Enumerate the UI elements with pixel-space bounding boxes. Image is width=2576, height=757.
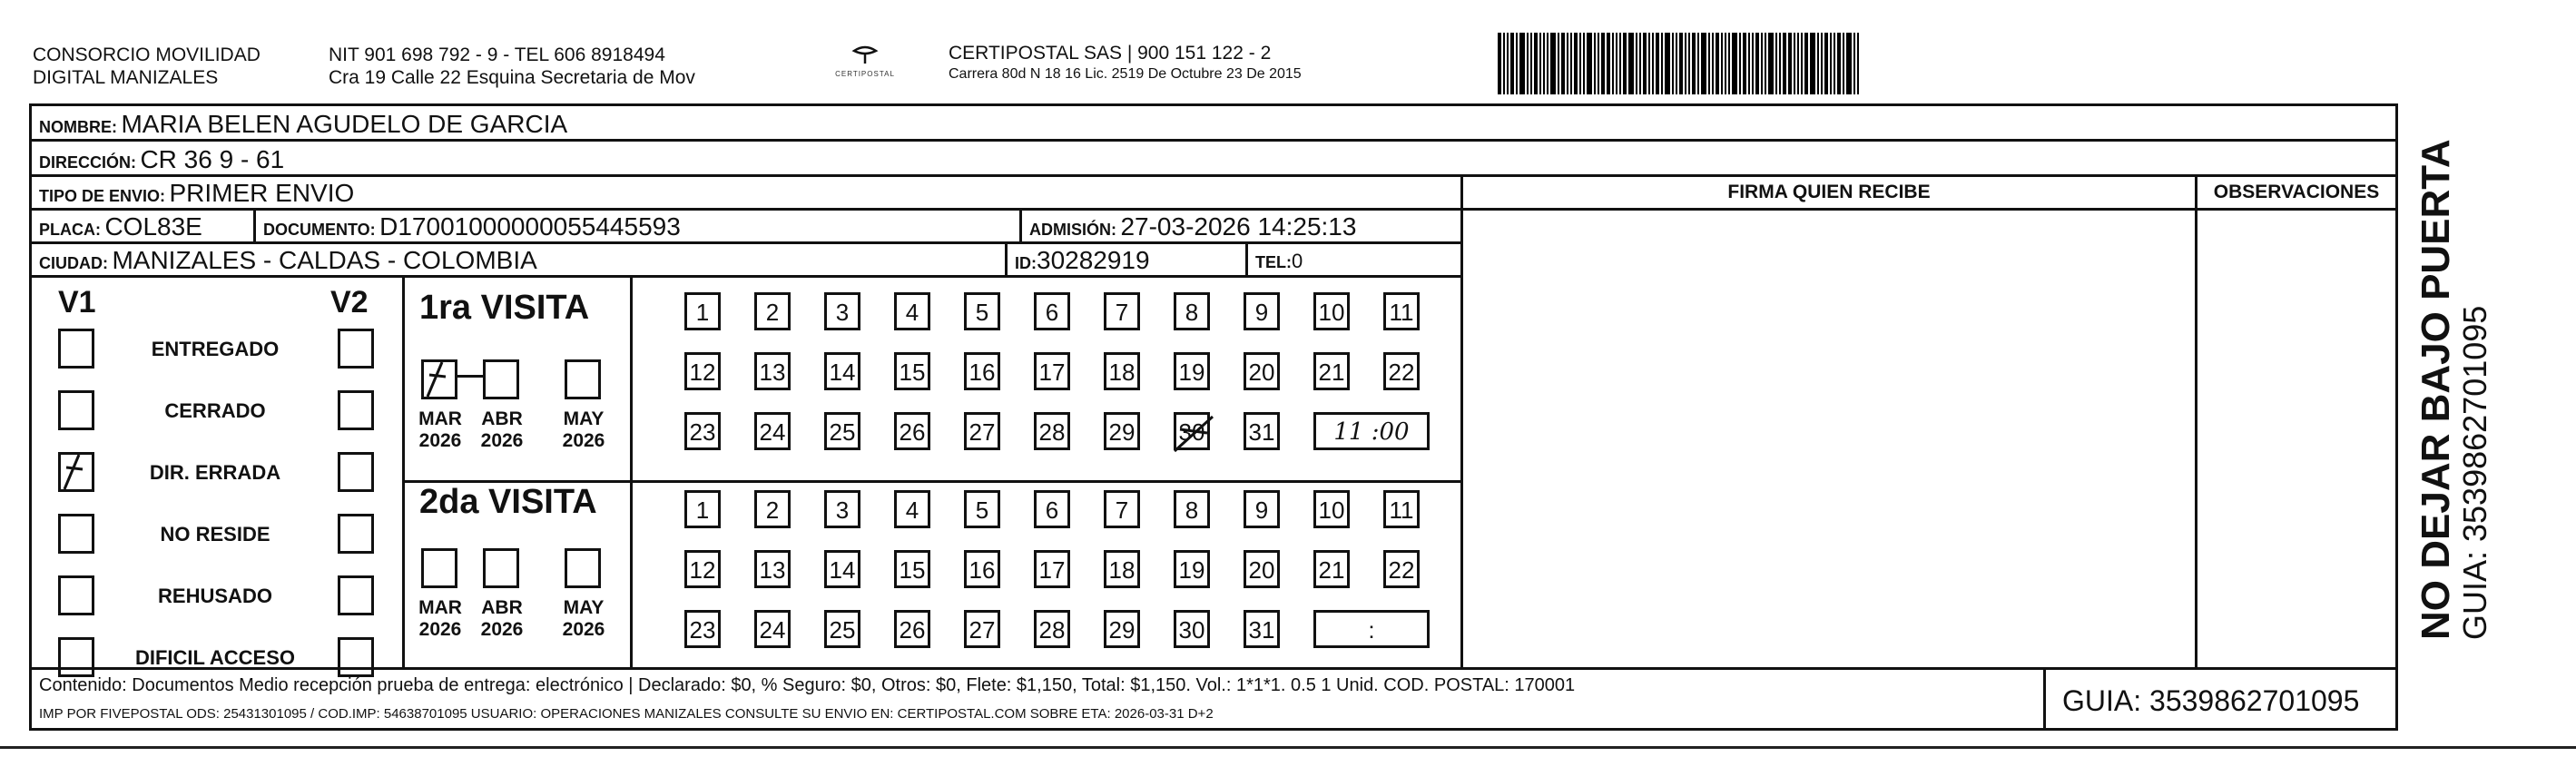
v1-checkbox[interactable] (58, 575, 94, 615)
side-notice (2414, 132, 2492, 640)
barcode-bar (1498, 33, 1501, 94)
second-visit-day-21[interactable]: 21 (1313, 550, 1350, 588)
certipostal-line-1: CERTIPOSTAL SAS | 900 151 122 - 2 (949, 43, 1272, 64)
barcode-bar (1821, 33, 1823, 94)
second-visit-month-checkbox[interactable] (483, 548, 519, 588)
company-line-2: DIGITAL MANIZALES (33, 67, 219, 88)
v2-checkbox[interactable] (338, 390, 374, 430)
documento-label: DOCUMENTO: (263, 221, 376, 239)
observaciones-column[interactable] (2195, 174, 2398, 670)
barcode-bar (1688, 33, 1690, 94)
first-visit-day-1[interactable]: 1 (684, 292, 721, 330)
documento-cell (253, 208, 1022, 244)
first-visit-day-15[interactable]: 15 (894, 352, 930, 390)
second-visit-day-22[interactable]: 22 (1383, 550, 1420, 588)
direccion-value: CR 36 9 - 61 (140, 145, 285, 173)
barcode-bar (1623, 33, 1627, 94)
second-visit-day-23[interactable]: 23 (684, 610, 721, 648)
placa-value: COL83E (104, 212, 202, 241)
second-visit-day-14[interactable]: 14 (824, 550, 860, 588)
second-visit-day-27[interactable]: 27 (964, 610, 1000, 648)
barcode-bar (1534, 33, 1538, 94)
first-visit-day-16[interactable]: 16 (964, 352, 1000, 390)
ciudad-value: MANIZALES - CALDAS - COLOMBIA (112, 246, 537, 274)
barcode-bar (1743, 33, 1746, 94)
barcode-bar (1810, 33, 1815, 94)
barcode-bar (1853, 33, 1855, 94)
barcode-bar (1661, 33, 1663, 94)
barcode-bar (1567, 33, 1568, 94)
id-value: 30282919 (1037, 246, 1150, 274)
barcode-bar (1676, 33, 1677, 94)
admision-label: ADMISIÓN: (1029, 221, 1116, 239)
second-visit-day-24[interactable]: 24 (754, 610, 791, 648)
first-visit-day-3[interactable]: 3 (824, 292, 860, 330)
status-label: REHUSADO (158, 585, 272, 607)
second-visit-time-box[interactable]: : (1313, 610, 1430, 648)
company-nit (329, 44, 695, 89)
first-visit-year-label: 2026 (562, 430, 605, 451)
side-notice-text: NO DEJAR BAJO PUERTA (2414, 139, 2458, 640)
v1-checkbox[interactable] (58, 390, 94, 430)
second-visit-month-label: ABR (481, 597, 523, 618)
second-visit-day-12[interactable]: 12 (684, 550, 721, 588)
first-visit-year-label: 2026 (418, 430, 462, 451)
second-visit-month-checkbox[interactable] (421, 548, 457, 588)
first-visit-day-13[interactable]: 13 (754, 352, 791, 390)
status-label: DIR. ERRADA (149, 461, 281, 484)
tel-cell (1245, 241, 1463, 278)
first-visit-day-11[interactable]: 11 (1383, 292, 1420, 330)
second-visit-day-1[interactable]: 1 (684, 490, 721, 528)
first-visit-day-30[interactable]: 30 (1174, 412, 1210, 450)
first-visit-month-checkbox[interactable] (421, 359, 457, 399)
first-visit-month-label: MAR (418, 408, 462, 429)
barcode-bar (1692, 33, 1696, 94)
v1-checkbox[interactable] (58, 514, 94, 554)
barcode-bar (1824, 33, 1828, 94)
footer-contenido (29, 667, 2046, 731)
first-visit-day-14[interactable]: 14 (824, 352, 860, 390)
barcode-bar (1721, 33, 1723, 94)
barcode-bar (1561, 33, 1565, 94)
second-visit-month-checkbox[interactable] (565, 548, 601, 588)
barcode-bar (1752, 33, 1754, 94)
barcode-bar (1616, 33, 1617, 94)
barcode-bar (1619, 33, 1621, 94)
second-visit-month-label: MAR (418, 597, 462, 618)
first-visit-day-4[interactable]: 4 (894, 292, 930, 330)
tracking-barcode (1498, 33, 2224, 94)
placa-label: PLACA: (39, 221, 101, 239)
nit-line-2: Cra 19 Calle 22 Esquina Secretaria de Mov (329, 67, 695, 88)
second-visit-day-6[interactable]: 6 (1034, 490, 1070, 528)
barcode-bar (1817, 33, 1819, 94)
barcode-bar (1834, 33, 1835, 94)
first-visit-day-29[interactable]: 29 (1104, 412, 1140, 450)
bottom-rule (0, 746, 2576, 749)
first-visit-day-18[interactable]: 18 (1104, 352, 1140, 390)
certipostal-info (949, 42, 1302, 84)
second-visit-day-28[interactable]: 28 (1034, 610, 1070, 648)
first-visit-time-box[interactable]: 11 :00 (1313, 412, 1430, 450)
tipo-envio-value: PRIMER ENVIO (169, 179, 355, 207)
second-visit-day-15[interactable]: 15 (894, 550, 930, 588)
barcode-bar (1601, 33, 1605, 94)
first-visit-day-5[interactable]: 5 (964, 292, 1000, 330)
barcode-bar (1519, 33, 1525, 94)
second-visit-day-7[interactable]: 7 (1104, 490, 1140, 528)
guia-text: GUIA: 3539862701095 (2062, 684, 2360, 717)
second-visit-day-3[interactable]: 3 (824, 490, 860, 528)
barcode-bar (1797, 33, 1799, 94)
second-visit-title: 2da VISITA (419, 483, 597, 521)
barcode-bar (1648, 33, 1650, 94)
second-visit-day-19[interactable]: 19 (1174, 550, 1210, 588)
barcode-bar (1628, 33, 1634, 94)
v2-checkbox[interactable] (338, 514, 374, 554)
firma-column[interactable] (1460, 174, 2197, 670)
side-guia-text: GUIA: 3539862701095 (2456, 305, 2493, 640)
v2-label: V2 (330, 285, 369, 320)
first-visit-day-21[interactable]: 21 (1313, 352, 1350, 390)
admision-value: 27-03-2026 14:25:13 (1120, 212, 1357, 241)
second-visit-day-13[interactable]: 13 (754, 550, 791, 588)
barcode-bar (1583, 33, 1585, 94)
second-visit-day-8[interactable]: 8 (1174, 490, 1210, 528)
barcode-bar (1755, 33, 1759, 94)
firma-header: FIRMA QUIEN RECIBE (1463, 177, 2195, 211)
tel-value: 0 (1292, 250, 1303, 272)
first-visit-month-label: MAY (563, 408, 605, 429)
nit-line-1: NIT 901 698 792 - 9 - TEL 606 8918494 (329, 44, 665, 65)
second-visit-day-25[interactable]: 25 (824, 610, 860, 648)
status-label: NO RESIDE (160, 523, 270, 546)
company-line-1: CONSORCIO MOVILIDAD (33, 44, 261, 65)
tipo-envio-row (29, 174, 1463, 211)
barcode-bar (1503, 33, 1505, 94)
footer-guia (2043, 667, 2398, 731)
barcode-bar (1716, 33, 1719, 94)
v1-checkbox[interactable] (58, 452, 94, 492)
barcode-bar (1739, 33, 1741, 94)
barcode-bar (1830, 33, 1832, 94)
second-visit-day-5[interactable]: 5 (964, 490, 1000, 528)
v2-checkbox[interactable] (338, 452, 374, 492)
first-visit-day-19[interactable]: 19 (1174, 352, 1210, 390)
second-visit-day-11[interactable]: 11 (1383, 490, 1420, 528)
barcode-bar (1804, 33, 1808, 94)
first-visit-title: 1ra VISITA (419, 289, 590, 327)
first-visit-day-6[interactable]: 6 (1034, 292, 1070, 330)
barcode-bar (1748, 33, 1750, 94)
ciudad-cell (29, 241, 1008, 278)
status-label: ENTREGADO (151, 338, 280, 360)
contenido-text: Contenido: Documentos Medio recepción prueba de entrega: electrónico | Declarado: $0, % Seguro: $0, Otros: $0, Flete: $1,150, Total: $1,150. Vol.: 1*1*1. 0.5 1 Unid. COD. POSTAL: 170001 (39, 675, 1576, 695)
v2-checkbox[interactable] (338, 329, 374, 369)
first-visit-day-17[interactable]: 17 (1034, 352, 1070, 390)
id-cell (1005, 241, 1248, 278)
second-visit-day-29[interactable]: 29 (1104, 610, 1140, 648)
barcode-bar (1510, 33, 1514, 94)
first-visit-day-24[interactable]: 24 (754, 412, 791, 450)
barcode-bar (1570, 33, 1572, 94)
barcode-bar (1574, 33, 1578, 94)
barcode-bar (1801, 33, 1803, 94)
barcode-bar (1516, 33, 1518, 94)
barcode-bar (1732, 33, 1737, 94)
company-name (33, 44, 261, 89)
direccion-label: DIRECCIÓN: (39, 153, 136, 172)
placa-cell (29, 208, 256, 244)
nombre-value: MARIA BELEN AGUDELO DE GARCIA (121, 110, 568, 138)
barcode-bar (1768, 33, 1774, 94)
first-visit-day-26[interactable]: 26 (894, 412, 930, 450)
imp-text: IMP POR FIVEPOSTAL ODS: 25431301095 / COD.IMP: 54638701095 USUARIO: OPERACIONES MANIZALES CONSULTE SU ENVIO EN: CERTIPOSTAL.COM SOBRE ETA: 2026-03-31 D+2 (39, 706, 1214, 722)
first-visit-month-label: ABR (481, 408, 523, 429)
barcode-bar (1685, 33, 1686, 94)
second-visit-day-26[interactable]: 26 (894, 610, 930, 648)
first-visit-day-7[interactable]: 7 (1104, 292, 1140, 330)
first-visit-day-31[interactable]: 31 (1244, 412, 1280, 450)
second-visit-year-label: 2026 (562, 619, 605, 640)
v1-checkbox[interactable] (58, 329, 94, 369)
barcode-bar (1656, 33, 1659, 94)
certipostal-line-2: Carrera 80d N 18 16 Lic. 2519 De Octubre 23 De 2015 (949, 66, 1302, 82)
barcode-bar (1579, 33, 1581, 94)
barcode-bar (1701, 33, 1706, 94)
barcode-bar (1697, 33, 1699, 94)
barcode-bar (1607, 33, 1610, 94)
barcode-bar (1539, 33, 1541, 94)
first-visit-day-27[interactable]: 27 (964, 412, 1000, 450)
first-visit-month-checkbox[interactable] (565, 359, 601, 399)
barcode-bar (1507, 33, 1509, 94)
barcode-bar (1708, 33, 1710, 94)
tel-label: TEL: (1255, 253, 1292, 271)
second-visit-day-9[interactable]: 9 (1244, 490, 1280, 528)
barcode-bar (1728, 33, 1730, 94)
second-visit-day-10[interactable]: 10 (1313, 490, 1350, 528)
v2-checkbox[interactable] (338, 575, 374, 615)
first-visit-day-10[interactable]: 10 (1313, 292, 1350, 330)
ciudad-label: CIUDAD: (39, 254, 108, 272)
logo-text: CERTIPOSTAL (835, 70, 895, 78)
barcode-bar (1761, 33, 1763, 94)
barcode-bar (1587, 33, 1592, 94)
barcode-bar (1788, 33, 1792, 94)
second-visit-day-30[interactable]: 30 (1174, 610, 1210, 648)
first-visit-month-checkbox[interactable] (483, 359, 519, 399)
first-visit-day-2[interactable]: 2 (754, 292, 791, 330)
barcode-bar (1612, 33, 1614, 94)
v1-label: V1 (58, 285, 96, 320)
barcode-bar (1679, 33, 1683, 94)
barcode-bar (1598, 33, 1599, 94)
barcode-bar (1594, 33, 1596, 94)
second-visit-day-17[interactable]: 17 (1034, 550, 1070, 588)
certipostal-logo-icon (847, 44, 883, 65)
first-visit-day-23[interactable]: 23 (684, 412, 721, 450)
direccion-row (29, 139, 2398, 177)
second-visit-year-label: 2026 (418, 619, 462, 640)
barcode-bar (1543, 33, 1545, 94)
observaciones-header: OBSERVACIONES (2197, 177, 2395, 211)
day-check-mark-icon (1171, 411, 1216, 455)
barcode-bar (1846, 33, 1852, 94)
barcode-bar (1550, 33, 1556, 94)
first-visit-day-22[interactable]: 22 (1383, 352, 1420, 390)
nombre-row (29, 103, 2398, 142)
first-visit-day-12[interactable]: 12 (684, 352, 721, 390)
barcode-bar (1665, 33, 1670, 94)
barcode-bar (1779, 33, 1781, 94)
certipostal-logo (833, 44, 897, 78)
barcode-bar (1837, 33, 1841, 94)
second-visit-month-label: MAY (563, 597, 605, 618)
tipo-envio-label: TIPO DE ENVIO: (39, 187, 166, 205)
barcode-bar (1725, 33, 1726, 94)
second-visit-day-18[interactable]: 18 (1104, 550, 1140, 588)
barcode-bar (1794, 33, 1795, 94)
documento-value: D17001000000055445593 (379, 212, 681, 241)
barcode-bar (1775, 33, 1777, 94)
barcode-bar (1527, 33, 1529, 94)
barcode-bar (1547, 33, 1549, 94)
barcode-bar (1639, 33, 1641, 94)
barcode-bar (1530, 33, 1532, 94)
second-visit-year-label: 2026 (480, 619, 524, 640)
second-visit-day-2[interactable]: 2 (754, 490, 791, 528)
barcode-bar (1843, 33, 1844, 94)
barcode-bar (1558, 33, 1559, 94)
second-visit-day-16[interactable]: 16 (964, 550, 1000, 588)
status-label: CERRADO (164, 399, 266, 422)
barcode-bar (1643, 33, 1647, 94)
nombre-label: NOMBRE: (39, 118, 117, 136)
id-label: ID: (1015, 254, 1037, 272)
barcode-bar (1672, 33, 1674, 94)
barcode-bar (1652, 33, 1654, 94)
first-visit-day-9[interactable]: 9 (1244, 292, 1280, 330)
check-mark-icon (418, 357, 466, 402)
check-mark-icon (55, 449, 103, 495)
first-visit-day-25[interactable]: 25 (824, 412, 860, 450)
status-label: DIFICIL ACCESO (134, 646, 295, 669)
first-visit-year-label: 2026 (480, 430, 524, 451)
barcode-bar (1765, 33, 1766, 94)
first-visit-day-8[interactable]: 8 (1174, 292, 1210, 330)
second-visit-day-20[interactable]: 20 (1244, 550, 1280, 588)
admision-cell (1019, 208, 1463, 244)
second-visit-day-31[interactable]: 31 (1244, 610, 1280, 648)
second-visit-day-4[interactable]: 4 (894, 490, 930, 528)
barcode-bar (1857, 33, 1859, 94)
barcode-bar (1636, 33, 1637, 94)
first-visit-day-28[interactable]: 28 (1034, 412, 1070, 450)
barcode-bar (1783, 33, 1786, 94)
first-visit-day-20[interactable]: 20 (1244, 352, 1280, 390)
barcode-bar (1712, 33, 1714, 94)
